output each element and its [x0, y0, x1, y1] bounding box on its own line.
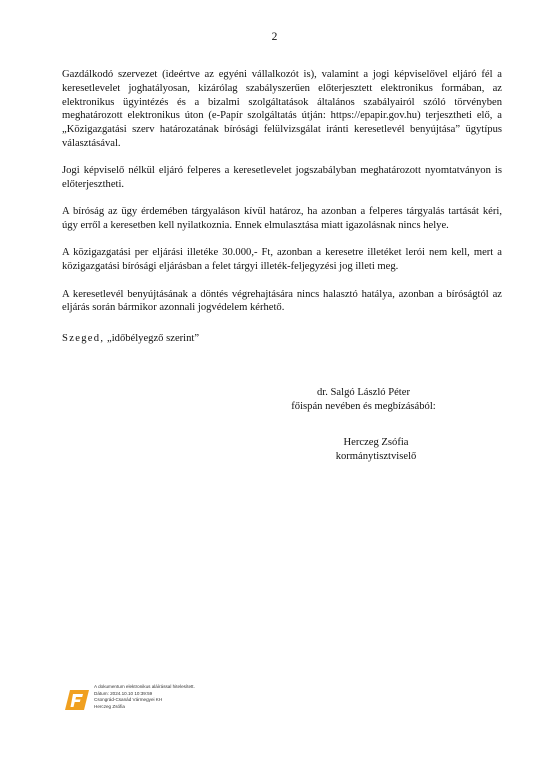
stamp-text: [94, 684, 195, 710]
stamp-line: Dátum: 2024.10.10 10:39:59: [94, 690, 153, 696]
paragraph-electronic-submission: [62, 68, 502, 151]
paragraph-hearing: A bíróság az ügy érdemében tárgyaláson kívül határoz, ha azonban a felperes tárgyalás tartását kéri, úgy erről a keresetben kell nyilatkoznia. Ennek elmulasztása miatt igazolásnak nincs helye.: [62, 206, 502, 232]
paragraph-fee: A közigazgatási per eljárási illetéke 30.000,- Ft, azonban a keresetre illetéket lerói nem kell, mert a közigazgatási bírósági eljárásban a felet tárgyi illeték-feljegyzési jog illeti meg.: [62, 247, 502, 273]
signatory-role: főispán nevében és megbízásából:: [291, 400, 436, 412]
electronic-signature-stamp: [64, 684, 195, 713]
document-body: [62, 68, 502, 329]
place: Szeged,: [62, 333, 105, 344]
paragraph-form-submission: Jogi képviselő nélkül eljáró felperes a keresetlevelet jogszabályban meghatározott nyomtatványon is előterjesztheti.: [62, 165, 502, 191]
signatory-block: [276, 386, 451, 413]
officer-name: Herczeg Zsófia: [343, 437, 409, 448]
stamp-line: A dokumentum elektronikus aláírással hitelesített.: [94, 684, 195, 689]
stamp-line: Herczeg Zsófia: [94, 703, 125, 709]
epapir-link[interactable]: https://epapir.gov.hu: [330, 110, 418, 122]
page-number: 2: [271, 31, 278, 43]
signatory-name: dr. Salgó László Péter: [317, 387, 410, 398]
place-date: [62, 333, 199, 344]
date-note: „időbélyegző szerint”: [107, 333, 200, 344]
e-signature-logo-icon: [64, 687, 90, 713]
paragraph-text: ) terjesztheti elő, a „Közigazgatási szerv határozatának bírósági felülvizsgálat iránti keresetlevél benyújtása” ügytípus választásával.: [62, 110, 502, 149]
paragraph-text: Gazdálkodó szervezet (ideértve az egyéni vállalkozót is), valamint a jogi képviselővel eljáró fél a keresetlevelet joghatályosan, kizárólag szabályszerűen előterjesztett elektronikus formában, az elektronikus ügyintézés és a bizalmi szolgáltatások általános szabályairól szóló törvényben meghatározott elektronikus úton (e-Papír szolgáltatás útján:: [62, 69, 502, 122]
stamp-line: Csongrád-Csanád Vármegyei KH: [94, 697, 163, 703]
paragraph-suspensive-effect: A keresetlevél benyújtásának a döntés végrehajtására nincs halasztó hatálya, azonban a bíróságtól az eljárás során bármikor azonnali jogvédelem kérhető.: [62, 288, 502, 314]
officer-role: kormánytisztviselő: [335, 451, 417, 462]
officer-block: [301, 436, 451, 464]
